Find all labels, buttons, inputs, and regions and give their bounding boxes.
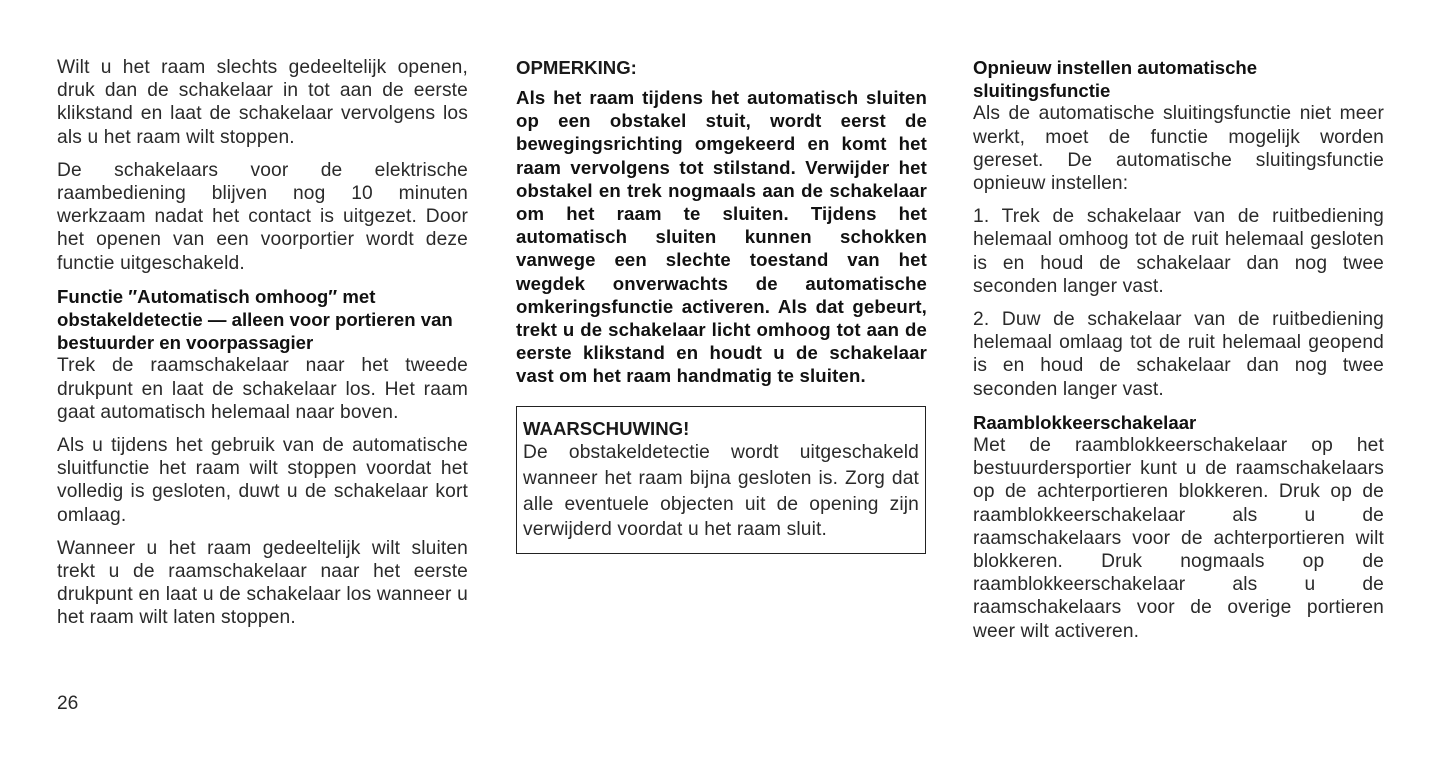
paragraph-step-1: 1. Trek de schakelaar van de ruitbediening helemaal omhoog tot de ruit helemaal gesloten is en houd de schakelaar dan nog twee seconden langer vast.	[973, 206, 1384, 297]
note-title: OPMERKING:	[516, 57, 637, 78]
paragraph-partial-close: Wanneer u het raam gedeeltelijk wilt sluiten trekt u de raamschakelaar naar het eerste drukpunt en laat u de schakelaar los wanneer u het raam wilt laten stoppen.	[57, 537, 468, 629]
middle-column	[516, 56, 927, 388]
heading-auto-up: Functie ″Automatisch omhoog″ met obstakeldetectie — alleen voor portieren van bestuurder en voorpassagier	[57, 285, 453, 354]
paragraph-step-2: 2. Duw de schakelaar van de ruitbediening helemaal omlaag tot de ruit helemaal geopend is en houd de schakelaar dan nog twee seconden langer vast.	[973, 309, 1384, 400]
paragraph-partial-open: Wilt u het raam slechts gedeeltelijk openen, druk dan de schakelaar in tot aan de eerste klikstand en laat de schakelaar vervolgens los als u het raam wilt stoppen.	[57, 57, 468, 148]
right-column	[973, 56, 1384, 653]
paragraph-switch-timer: De schakelaars voor de elektrische raambediening blijven nog 10 minuten werkzaam nadat het contact is uitgezet. Door het openen van een voorportier wordt deze functie uitgeschakeld.	[57, 159, 468, 274]
heading-window-lock: Raamblokkeerschakelaar	[973, 411, 1197, 433]
paragraph-reset-intro: Als de automatische sluitingsfunctie niet meer werkt, moet de functie mogelijk worden gereset. De automatische sluitingsfunctie opnieuw instellen:	[973, 103, 1384, 195]
paragraph-auto-up: Trek de raamschakelaar naar het tweede drukpunt en laat de schakelaar los. Het raam gaat automatisch helemaal naar boven.	[57, 355, 468, 423]
page-number: 26	[57, 693, 79, 714]
paragraph-window-lock: Met de raamblokkeerschakelaar op het bestuurdersportier kunt u de raamschakelaars op de achterportieren blokkeren. Druk op de raamblokkeerschakelaar als u de raamschakelaars voor de achterportieren wilt blokkeren. Druk nogmaals op de raamblokkeerschakelaar als u de raamschakelaars voor de overige portieren weer wilt activeren.	[973, 435, 1384, 642]
note-body: Als het raam tijdens het automatisch sluiten op een obstakel stuit, wordt eerst de bewegingsrichting omgekeerd en komt het raam vervolgens tot stilstand. Verwijder het obstakel en trek nogmaals aan de schakelaar om het raam te sluiten. Tijdens het automatisch sluiten kunnen schokken vanwege een slechte toestand van het wegdek onverwachts de automatische omkeringsfunctie activeren. Als dat gebeurt, trekt u de schakelaar licht omhoog tot aan de eerste klikstand en houdt u de schakelaar vast om het raam handmatig te sluiten.	[516, 87, 927, 387]
warning-body: De obstakeldetectie wordt uitgeschakeld wanneer het raam bijna gesloten is. Zorg dat alle eventuele objecten uit de opening zijn verwijderd voordat u het raam sluit.	[523, 442, 919, 541]
left-column	[57, 56, 468, 640]
warning-title: WAARSCHUWING!	[523, 418, 690, 439]
warning-box	[516, 406, 926, 554]
heading-reset-auto-close: Opnieuw instellen automatische sluitingsfunctie	[973, 57, 1258, 102]
paragraph-stop-auto-close: Als u tijdens het gebruik van de automatische sluitfunctie het raam wilt stoppen voordat het volledig is gesloten, duwt u de schakelaar kort omlaag.	[57, 435, 468, 526]
